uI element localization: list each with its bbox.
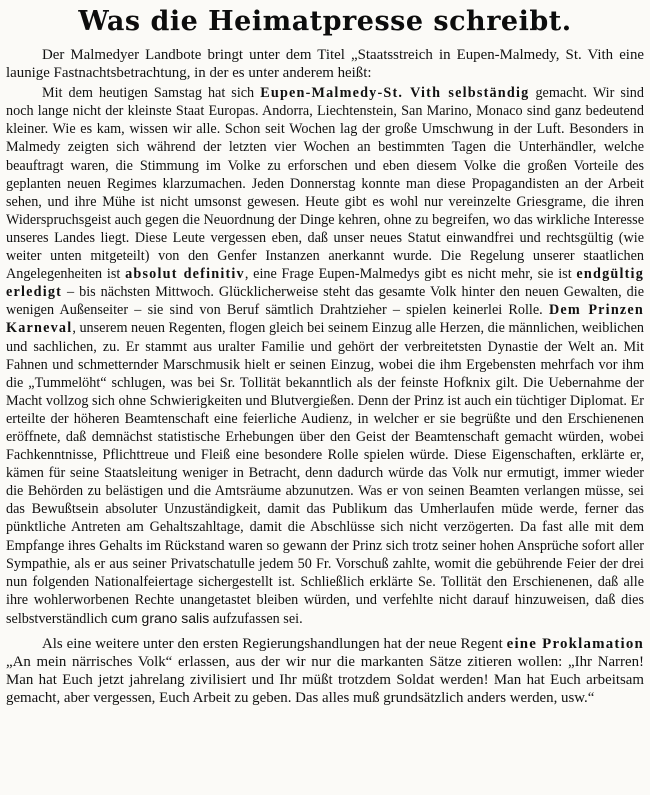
quote-text-3: , eine Frage Eupen-Malmedys gibt es nicht mehr, sie ist [244,266,577,283]
quote-emphasis-karneval: Dem Prinzen Karneval [6,302,644,337]
closing-text-2: „An mein närrisches Volk“ erlassen, aus der wir nur die markanten Sätze zitieren wollen: „Ihr Narren! Man hat Euch jetzt jahrelang zivilisiert und Ihr müßt trotzdem Soldat werden! Man hat Euch arbeitsam gemacht, aber vergessen, Euch Arbeit zu geben. Das alles muß grundsätzlich anders werden, usw.“ [6,654,644,707]
quote-text-2: gemacht. Wir sind noch lange nicht der kleinste Staat Europas. Andorra, Liechtenstein, San Marino, Monaco sind ganz bedeutend kleiner. Wie es kam, wissen wir alle. Schon seit Wochen lag der große Umschwung in der Luft. Besonders in Malmedy zeigten sich während der letzten vier Wochen an bestimmten Tagen die Unterhändler, welche beauftragt waren, die Stimmung im Volke zu erforschen und eben diesem Volke die großen Vorteile des geplanten neuen Regimes klarzumachen. Jeden Donnerstag konnte man diese Propagandisten an der Arbeit sehen, und ihre Mühe ist nicht umsonst gewesen. Heute gibt es wohl nur vereinzelte Griesgrame, die ihren Widerspruchsgeist auch gegen die Neuordnung der Dinge kehren, ohne zu begreifen, wo das wirkliche Interesse unseres Landes liegt. Diese Leute vergessen eben, daß unser neues Statut einwandfrei und rechtsgültig (wie weiter unten mitgeteilt) von den Genfer Instanzen anerkannt wurde. Die Regelung unserer staatlichen Angelegenheiten ist [6,85,644,283]
intro-paragraph: Der Malmedyer Landbote bringt unter dem Titel „Staatsstreich in Eupen-Malmedy, St. Vith eine launige Fastnachtsbetrachtung, in der es unter anderem heißt: [6,47,644,82]
quote-text-1: Mit dem heutigen Samstag hat sich [42,85,261,102]
quoted-article [6,84,644,628]
closing-text-1: Als eine weitere unter den ersten Regierungshandlungen hat der neue Regent [42,636,507,652]
closing-emphasis-proklamation: eine Proklamation [506,636,644,652]
headline: Was die Heimatpresse schreibt. [78,6,572,37]
quote-emphasis-erledigt: endgültig erledigt [6,266,644,301]
closing-paragraph [6,635,644,707]
quote-latin-phrase: cum grano salis [111,609,210,626]
quote-text-6: aufzufassen sei. [209,610,303,627]
quote-emphasis-selbstaendig: Eupen-Malmedy-St. Vith selbständig [260,85,530,102]
newspaper-page [6,4,644,792]
quote-text-4: – bis nächsten Mittwoch. Glücklicherweise steht das gesamte Volk hinter den neuen Gewalten, die wenigen Außenseiter – sie sind von Beruf sämtlich Drahtzieher – spielen keinerlei Rolle. [6,284,644,319]
quote-emphasis-definitiv: absolut definitiv [125,266,245,283]
quote-text-5: , unserem neuen Regenten, flogen gleich bei seinem Einzug alle Herzen, die männlichen, weiblichen und sachlichen, zu. Er stammt aus uralter Familie und gehört der verbreitetsten Dynastie der Welt an. Mit Fahnen und schmetternder Marschmusik hielt er seinen Einzug, wobei die ihm Ergebensten mehrfach vor ihm die „Tummelöht“ schlugen, was bei Sr. Tollität bekanntlich als der feinste Hofknix gilt. Die Uebernahme der Macht vollzog sich ohne Schwierigkeiten und Blutvergießen. Denn der Prinz ist auch ein tüchtiger Diplomat. Er erteilte der höheren Beamtenschaft eine feierliche Audienz, in welcher er sie begrüßte und den Erschienenen eröffnete, daß demnächst statistische Erhebungen über den Geist der Beamtenschaft gemacht würden, wobei Fachkenntnisse, Pflichttreue und Fleiß eine besondere Rolle spielen würde. Diese Eigenschaften, erklärte er, kämen für seine Staatsleitung weniger in Betracht, denn dadurch würde das Volk nur ermutigt, immer wieder die Behörden zu belästigen und die Amtsräume abzunutzen. Was er von seinen Beamten verlangen müsse, sei das Bewußtsein absoluter Unzuständigkeit, damit das Publikum das Umherlaufen müde werde, ferner das pünktliche Antreten am Gehaltszahltage, damit die Abschlüsse sich nicht verzögerten. Da fast alle mit dem Empfange ihres Gehalts im Rückstand waren so gewann der Prinz sich trotz seiner hohen Ansprüche sofort aller Sympathie, als er aus seiner Privatschatulle jedem 50 Fr. Vorschuß zahlte, womit die gebührende Feier der drei nun folgenden Nationalfeiertage sichergestellt ist. Schließlich erklärte Se. Tollität den Erschienenen, daß alle ihre wohlerworbenen Rechte unangetastet bleiben würden, und verfehlte nicht darauf hinzuweisen, daß dies selbstverständlich [6,320,644,627]
